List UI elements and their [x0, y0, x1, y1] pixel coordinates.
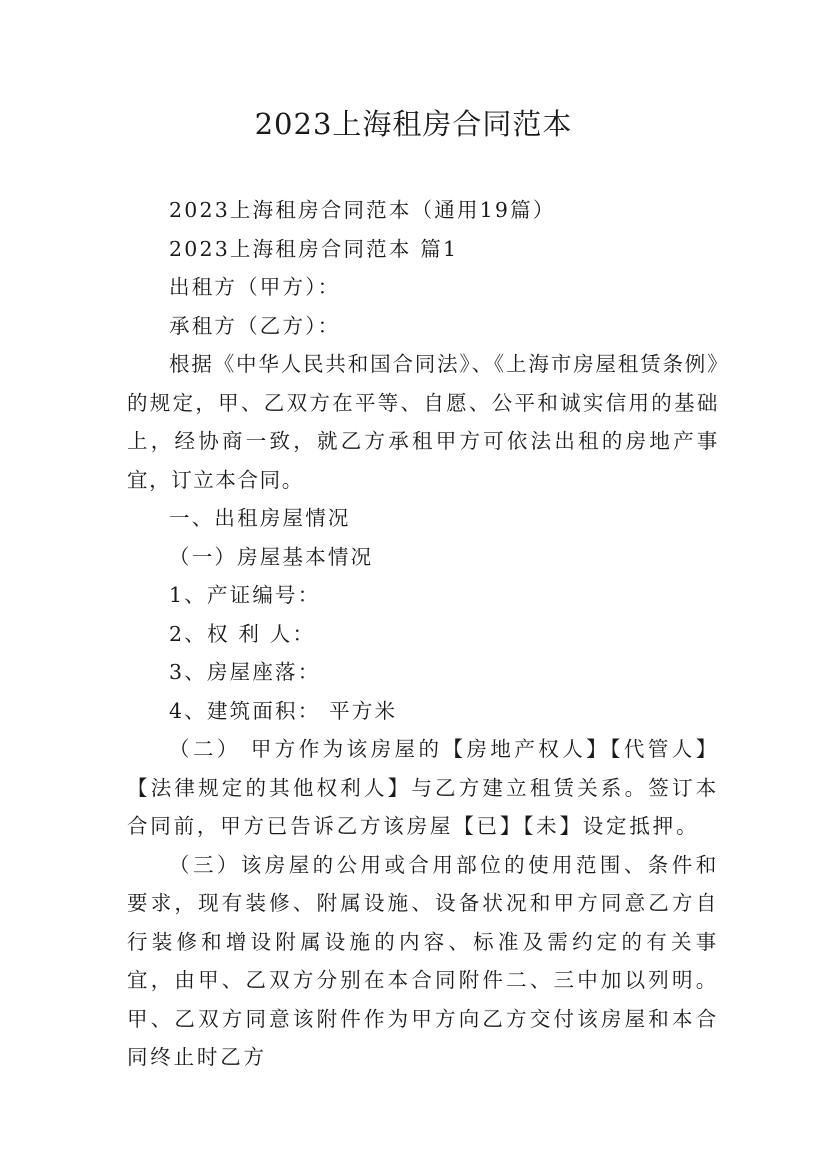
paragraph-item-2: 2、权 利 人： — [169, 621, 316, 646]
paragraph-preamble: 根据《中华人民共和国合同法》、《上海市房屋租赁条例》的规定，甲、乙双方在平等、自愿、公平和诚实信用的基础上，经协商一致，就乙方承租甲方可依法出租的房地产事宜，订立本合同。 — [127, 352, 719, 492]
paragraph-lessor: 出租方（甲方）： — [169, 275, 341, 299]
paragraph-heading-basic-info: （一）房屋基本情况 — [169, 544, 374, 569]
document-title: 2023上海租房合同范本 — [254, 107, 573, 141]
paragraph-lessee: 承租方（乙方）： — [169, 313, 341, 338]
paragraph-heading-property: 一、出租房屋情况 — [169, 506, 351, 530]
paragraph-subtitle: 2023上海租房合同范本（通用19篇） — [169, 198, 556, 222]
document-body — [127, 191, 719, 1077]
paragraph-item-4: 4、建筑面积： 平方米 — [169, 698, 398, 723]
paragraph-clause-2: （二） 甲方作为该房屋的【房地产权人】【代管人】【法律规定的其他权利人】与乙方建立租赁关系。签订本合同前，甲方已告诉乙方该房屋【已】【未】设定抵押。 — [127, 737, 719, 838]
paragraph-item-3: 3、房屋座落： — [169, 660, 321, 684]
paragraph-item-1: 1、产证编号： — [169, 583, 321, 607]
paragraph-section-heading: 2023上海租房合同范本 篇1 — [169, 236, 459, 261]
paragraph-clause-3: （三）该房屋的公用或合用部位的使用范围、条件和要求，现有装修、附属设施、设备状况和甲方同意乙方自行装修和增设附属设施的内容、标准及需约定的有关事宜，由甲、乙双方分别在本合同附件二、三中加以列明。甲、乙双方同意该附件作为甲方向乙方交付该房屋和本合同终止时乙方 — [127, 852, 719, 1069]
